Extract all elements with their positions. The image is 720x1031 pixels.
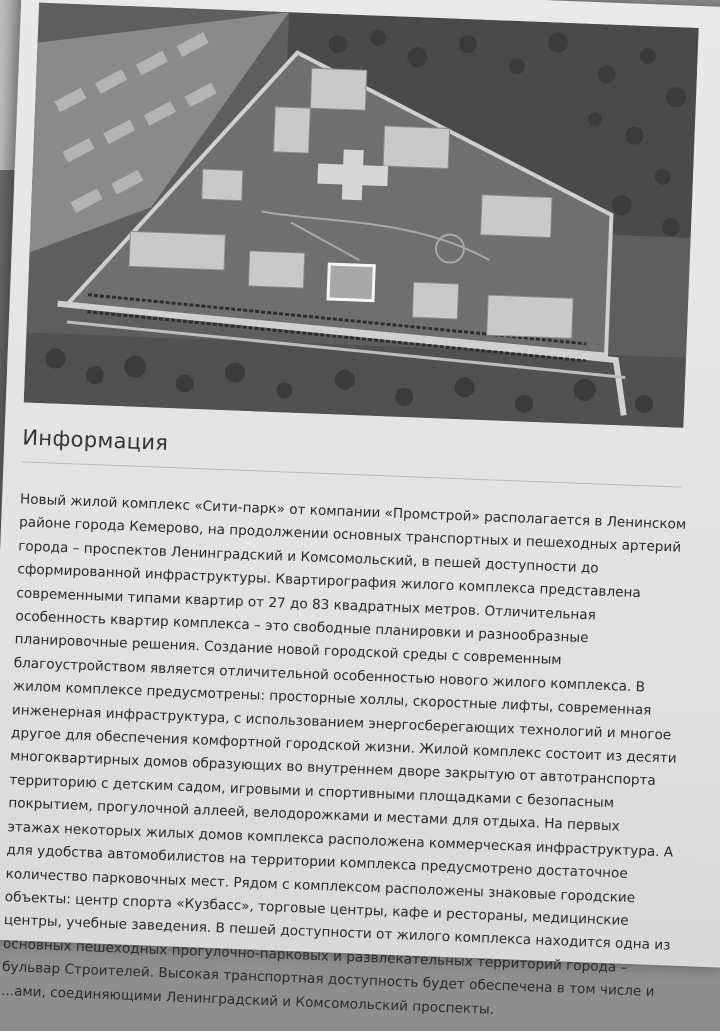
aerial-rendering-image xyxy=(24,3,699,428)
description-text xyxy=(1,488,688,1028)
section-heading: Информация xyxy=(21,425,682,487)
description-paragraph: Новый жилой комплекс «Сити-парк» от компании «Промстрой» располагается в Ленинском районе города Кемерово, на продолжении основных транспортных и пешеходных артерий города – проспектов Ленинградский и Комсомольский, в пешей доступности до сформированной инфраструктуры. Квартирография жилого комплекса представлена современными типами квартир от 27 до 83 квадратных метров. Отличительная особенность квартир комплекса – это свободные планировки и разнообразные планировочные решения. Создание новой городской среды с современным благоустройством является отличительной особенностью нового жилого комплекса. В жилом комплексе предусмотрены: просторные холлы, скоростные лифты, современная инженерная инфраструктура, с использованием энергосберегающих технологий и многое другое для обеспечения комфортной городской жизни. Жилой комплекс состоит из десяти многоквартирных домов образующих во внутреннем дворе закрытую от автотранспорта территорию с детским садом, игровыми и спортивными площадками с безопасным покрытием, прогулочной аллеей, велодорожками и местами для отдыха. На первых этажах некоторых жилых домов комплекса расположена коммерческая инфраструктура. А для удобства автомобилистов на территории комплекса предусмотрено достаточное количество парковочных мест. Рядом с комплексом расположены знаковые городские объекты: центр спорта «Кузбасс», торговые центры, кафе и рестораны, медицинские центры, учебные заведения. В пешей доступности от жилого комплекса находится одна из основных пешеходных прогулочно-парковых и развлекательных территорий города – бульвар Строителей. Высокая транспортная доступность будет обеспечена в том числе и ...ами, соединяющими Ленинградский и Комсомольский проспекты. xyxy=(0,491,687,1018)
aerial-rendering-svg xyxy=(24,3,699,428)
